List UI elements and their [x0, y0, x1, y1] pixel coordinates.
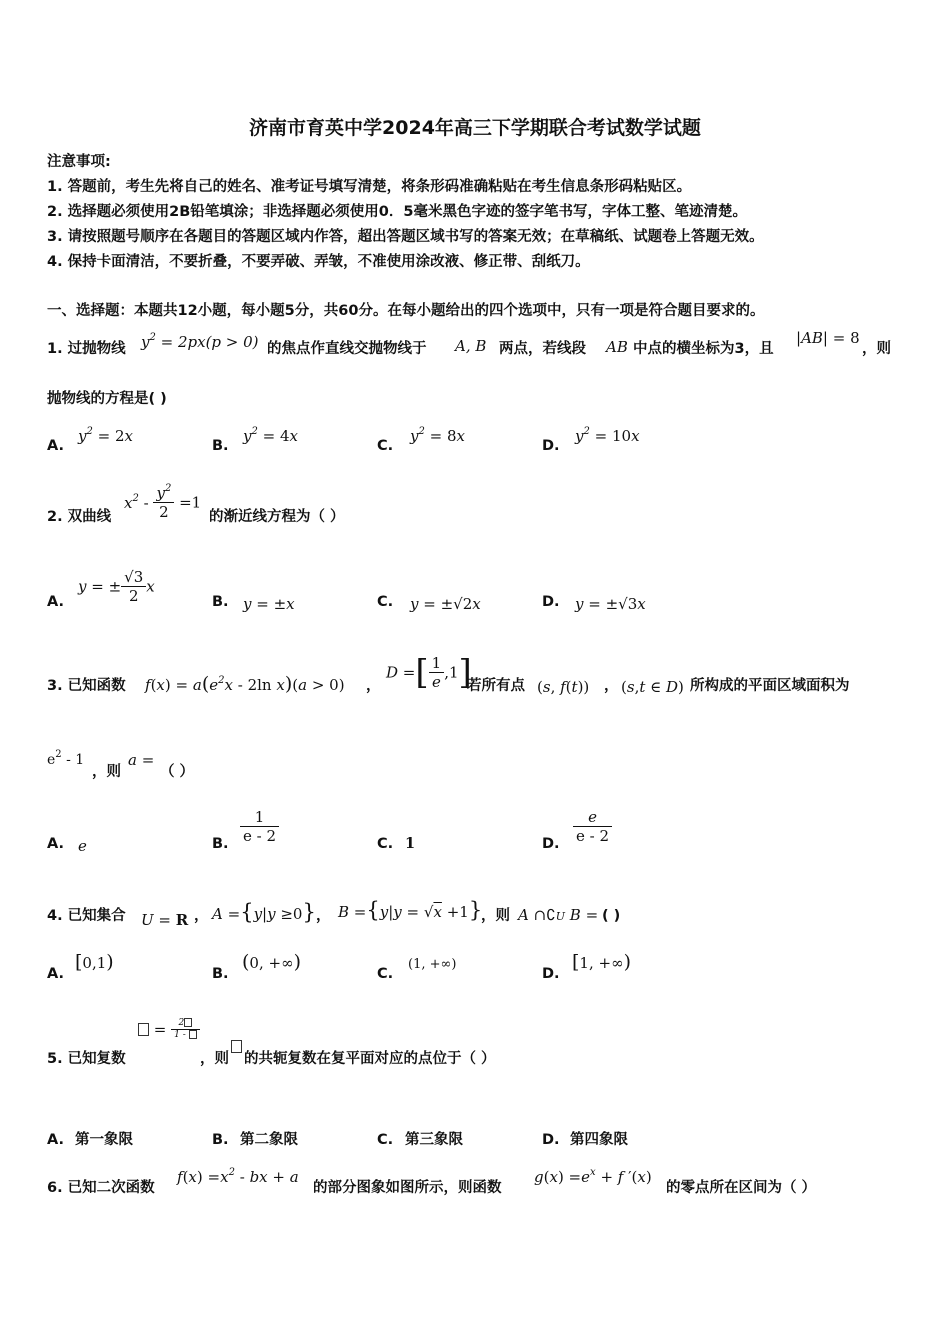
option-label[interactable]: A.	[47, 966, 64, 982]
q2-text: 的渐近线方程为（ ）	[209, 509, 345, 525]
option-label[interactable]: B.	[212, 836, 229, 852]
q1-segment-math: AB	[606, 338, 628, 356]
q5-option-b[interactable]: 第二象限	[240, 1132, 298, 1148]
q3-text: ，则	[92, 764, 121, 780]
q3-text: 所构成的平面区域面积为	[690, 678, 850, 694]
option-label[interactable]: A.	[47, 438, 64, 454]
q3-text: ，	[604, 678, 619, 694]
q1-text: 的焦点作直线交抛物线于	[267, 341, 427, 357]
q1-length-math: |AB| = 8	[796, 329, 860, 347]
option-label[interactable]: A.	[47, 836, 64, 852]
q1-option-a[interactable]: $y^2 = 2x$	[78, 426, 133, 445]
q4-option-a[interactable]: [0,1)	[75, 951, 114, 973]
q3-option-d[interactable]: $\frac{e}{e - 2}$	[573, 808, 612, 845]
q3-text: 若所有点	[467, 678, 525, 694]
option-label[interactable]: D.	[542, 594, 560, 610]
q5-option-a[interactable]: 第一象限	[75, 1132, 133, 1148]
q5-complex-math: = $\frac{2}{1 -}$	[138, 1018, 200, 1041]
q2-option-a[interactable]: y = ± $\frac{√3}{2}$ x	[78, 568, 155, 605]
q3-cond-math: (s,t ∈ D)	[621, 678, 684, 696]
q3-domain-math: D =[ $\frac{1}{e}$ ,1]	[386, 652, 472, 693]
q5-text: 的共轭复数在复平面对应的点位于（ ）	[244, 1051, 496, 1067]
q1-text: 抛物线的方程是( )	[47, 391, 167, 407]
q2-option-d[interactable]: y = ±√3x	[575, 595, 646, 613]
option-label[interactable]: C.	[377, 836, 394, 852]
q4-set-a-math: A ={y|y ≥0}	[212, 900, 316, 924]
q1-option-d[interactable]: $y^2 = 10x$	[575, 426, 640, 445]
q3-text: （ ）	[160, 764, 195, 780]
q3-function-math: $f(x) = a(e^2x - 2\ln$ x)(a > 0)	[145, 673, 345, 695]
q1-text: 1. 过抛物线	[47, 341, 126, 357]
option-label[interactable]: A.	[47, 1132, 64, 1148]
section-heading: 一、选择题：本题共12小题，每小题5分，共60分。在每小题给出的四个选项中，只有一项是符合题目要求的。	[47, 303, 765, 319]
q6-text: 6. 已知二次函数	[47, 1180, 155, 1196]
q4-text: ，	[316, 908, 331, 924]
q1-option-c[interactable]: $y^2 = 8x$	[410, 426, 465, 445]
q3-point-math: (s, f(t))	[537, 678, 590, 696]
q6-text: 的部分图象如图所示，则函数	[313, 1180, 502, 1196]
option-label[interactable]: A.	[47, 594, 64, 610]
q2-hyperbola-math: $x^2$ - $\frac{y^2}{2}$ =1	[124, 483, 202, 521]
option-label[interactable]: B.	[212, 438, 229, 454]
q4-option-d[interactable]: [1, +∞)	[572, 951, 631, 973]
q1-parabola-math: $y^2 = 2px(p > 0)$	[141, 332, 259, 351]
q6-g-math: $g(x) =e^x + f$ ′(x)	[534, 1167, 652, 1186]
q4-set-b-math: B ={y|y = √x +1}	[338, 898, 483, 922]
notice-item: 2. 选择题必须使用2B铅笔填涂；非选择题必须使用0．5毫米黑色字迹的签字笔书写，字体工整、笔迹清楚。	[47, 204, 747, 220]
option-label[interactable]: C.	[377, 1132, 394, 1148]
q5-text: 5. 已知复数	[47, 1051, 126, 1067]
option-label[interactable]: D.	[542, 836, 560, 852]
q5-text: ，则	[200, 1051, 229, 1067]
q6-text: 的零点所在区间为（ ）	[666, 1180, 817, 1196]
q4-text: ，则	[481, 908, 510, 924]
option-label[interactable]: D.	[542, 966, 560, 982]
q5-option-d[interactable]: 第四象限	[570, 1132, 628, 1148]
option-label[interactable]: B.	[212, 966, 229, 982]
q3-text: ，	[366, 678, 381, 694]
q1-points-math: A, B	[455, 337, 487, 355]
page-title: 济南市育英中学2024年高三下学期联合考试数学试题	[249, 117, 701, 139]
q4-text: ，	[194, 908, 209, 924]
option-label[interactable]: D.	[542, 1132, 560, 1148]
q1-text: ，则	[862, 341, 891, 357]
q4-question-math: A ∩∁U B =	[518, 906, 599, 924]
q4-option-b[interactable]: (0, +∞)	[242, 951, 301, 973]
q3-a-math: a =	[128, 751, 155, 769]
q3-option-a[interactable]: e	[78, 837, 87, 855]
option-label[interactable]: B.	[212, 1132, 229, 1148]
q5-z-symbol	[231, 1035, 242, 1055]
q2-option-c[interactable]: y = ±√2x	[410, 595, 481, 613]
notice-heading: 注意事项:	[47, 154, 111, 170]
notice-item: 3. 请按照题号顺序在各题目的答题区域内作答，超出答题区域书写的答案无效；在草稿纸、试题卷上答题无效。	[47, 229, 764, 245]
option-label[interactable]: D.	[542, 438, 560, 454]
q5-option-c[interactable]: 第三象限	[405, 1132, 463, 1148]
q3-text: 3. 已知函数	[47, 678, 126, 694]
q4-option-c[interactable]: (1, +∞)	[408, 957, 457, 972]
q1-text: 两点，若线段	[499, 341, 586, 357]
q3-option-b[interactable]: $\frac{1}{e - 2}$	[240, 808, 279, 845]
q1-option-b[interactable]: $y^2 = 4x$	[243, 426, 298, 445]
q6-f-math: $f(x) =x^2$ - bx + a	[177, 1167, 299, 1186]
option-label[interactable]: C.	[377, 966, 394, 982]
q2-option-b[interactable]: y = ±x	[243, 595, 295, 613]
notice-item: 1. 答题前，考生先将自己的姓名、准考证号填写清楚，将条形码准确粘贴在考生信息条形码粘贴区。	[47, 179, 692, 195]
notice-item: 4. 保持卡面清洁，不要折叠，不要弄破、弄皱，不准使用涂改液、修正带、刮纸刀。	[47, 254, 590, 270]
option-label[interactable]: B.	[212, 594, 229, 610]
q3-area-math: $e^2 - 1$	[47, 749, 85, 768]
option-label[interactable]: C.	[377, 438, 394, 454]
q4-text: ( )	[602, 908, 621, 924]
option-label[interactable]: C.	[377, 594, 394, 610]
q4-text: 4. 已知集合	[47, 908, 126, 924]
q4-universe-math: U = R	[141, 911, 189, 929]
q2-text: 2. 双曲线	[47, 509, 112, 525]
q3-option-c[interactable]: 1	[405, 835, 416, 852]
q1-text: 中点的横坐标为3，且	[633, 341, 774, 357]
